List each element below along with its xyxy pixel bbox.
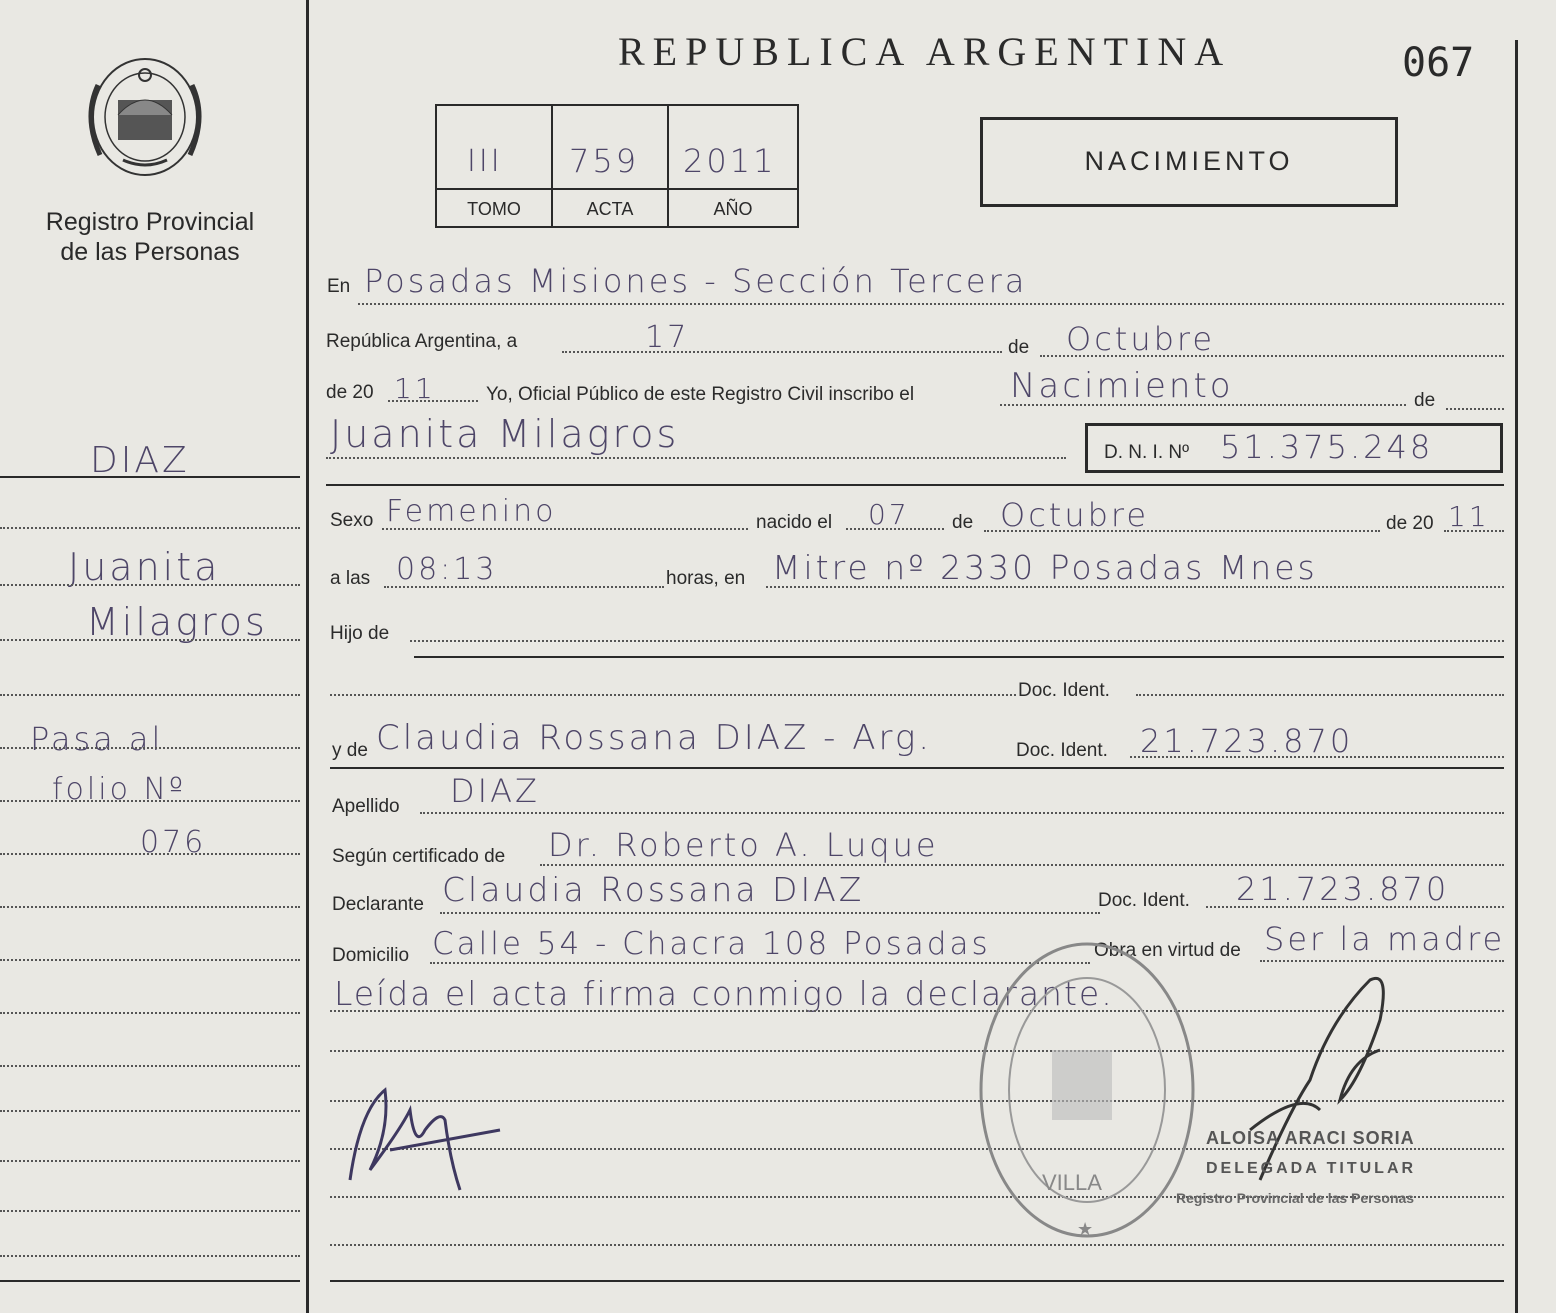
- mother-doc-value: 21.723.870: [1140, 722, 1354, 760]
- form-line: [846, 528, 944, 530]
- registry-name: [0, 207, 300, 267]
- sidebar-rule: [0, 584, 300, 586]
- anio-label: AÑO: [713, 199, 753, 219]
- mother-value: Claudia Rossana DIAZ - Arg.: [376, 718, 933, 758]
- acta-label: ACTA: [586, 199, 634, 219]
- doc-ident-label-2: Doc. Ident.: [1016, 740, 1108, 761]
- obra-label: Obra en virtud de: [1094, 940, 1241, 961]
- record-type-label: NACIMIENTO: [1084, 146, 1294, 176]
- dni-box: [1085, 423, 1503, 473]
- form-line: [410, 640, 1504, 642]
- form-rule: [330, 767, 1504, 769]
- form-line: [1130, 756, 1504, 758]
- registry-line-2: de las Personas: [60, 238, 240, 266]
- republica-label: República Argentina, a: [326, 331, 518, 352]
- svg-text:★: ★: [1077, 1219, 1094, 1239]
- form-line: [1000, 404, 1406, 406]
- form-rule: [330, 1280, 1504, 1282]
- segun-label: Según certificado de: [332, 846, 506, 867]
- form-line: [326, 457, 1066, 459]
- sidebar-rule: [0, 1065, 300, 1067]
- sidebar-rule: [0, 1255, 300, 1257]
- birth-time-value: 08:13: [396, 552, 498, 587]
- form-line: [330, 694, 1016, 696]
- person-name-value: Juanita Milagros: [330, 412, 680, 456]
- closing-note: Leída el acta firma conmigo la declarante.: [334, 974, 1114, 1013]
- doctor-value: Dr. Roberto A. Luque: [548, 826, 939, 864]
- sidebar-rule: [0, 639, 300, 641]
- form-rule: [326, 484, 1504, 486]
- de20-label: de 20: [326, 382, 374, 403]
- act-kind-value: Nacimiento: [1010, 366, 1234, 406]
- reason-value: Ser la madre: [1264, 920, 1506, 958]
- sidebar-rule: [0, 853, 300, 855]
- form-line: [1206, 906, 1504, 908]
- hijo-label: Hijo de: [330, 623, 390, 644]
- nacido-label: nacido el: [756, 512, 833, 533]
- form-line: [1040, 355, 1504, 357]
- de-label-2: de: [1414, 390, 1436, 411]
- anio-cell: [667, 104, 799, 228]
- form-line: [1446, 408, 1504, 410]
- day-value: 17: [645, 320, 690, 355]
- sidebar-surname: DIAZ: [90, 440, 190, 481]
- table-label-rule: [435, 188, 799, 190]
- place-value: Posadas Misiones - Sección Tercera: [364, 262, 1028, 300]
- sidebar-rule: [0, 906, 300, 908]
- de2011-label: de 20: [1386, 513, 1434, 534]
- form-line: [540, 864, 1504, 866]
- sidebar-rule: [0, 1210, 300, 1212]
- form-line: [358, 303, 1504, 305]
- sidebar-rule: [0, 747, 300, 749]
- yde-label: y de: [332, 740, 368, 761]
- sidebar-note-2: folio Nº: [52, 772, 187, 807]
- yo-label: Yo, Oficial Público de este Registro Civil inscribo el: [486, 384, 915, 405]
- form-line: [330, 1244, 1504, 1246]
- de-label-3: de: [952, 512, 974, 533]
- form-line: [440, 912, 1100, 914]
- sidebar-rule: [0, 527, 300, 529]
- alas-label: a las: [330, 568, 371, 589]
- svg-text:VILLA: VILLA: [1042, 1170, 1102, 1195]
- official-role: DELEGADA TITULAR: [1206, 1160, 1417, 1177]
- tomo-label: TOMO: [467, 199, 521, 219]
- form-line: [562, 351, 1002, 353]
- sidebar-rule: [0, 1012, 300, 1014]
- form-line: [1136, 694, 1504, 696]
- declarante-label: Declarante: [332, 894, 424, 915]
- sidebar-rule: [0, 1160, 300, 1162]
- de-label: de: [1008, 337, 1030, 358]
- official-signature: [1230, 960, 1420, 1190]
- tomo-value: III: [467, 144, 503, 179]
- record-type-box: [980, 117, 1398, 207]
- anio-value: 2011: [683, 142, 777, 180]
- country-title: REPUBLICA ARGENTINA: [618, 29, 1232, 74]
- surname-value: DIAZ: [450, 772, 540, 810]
- horas-label: horas, en: [666, 568, 746, 589]
- form-line: [1444, 530, 1504, 532]
- record-table: [435, 104, 799, 228]
- dni-label: D. N. I. Nº: [1104, 442, 1190, 463]
- sidebar-rule: [0, 1110, 300, 1112]
- provincial-seal-logo: [78, 45, 213, 185]
- acta-cell: [551, 104, 669, 228]
- sexo-label: Sexo: [330, 510, 374, 531]
- sidebar-rule: [0, 476, 300, 478]
- en-label: En: [327, 276, 351, 297]
- birth-day-value: 07: [868, 498, 910, 531]
- birth-year-suffix: 11: [1448, 500, 1490, 533]
- declarant-signature: [330, 1070, 510, 1200]
- doc-ident-label-1: Doc. Ident.: [1018, 680, 1110, 701]
- folio-number: 067: [1402, 40, 1475, 86]
- sidebar-given-name-2: Milagros: [86, 600, 268, 644]
- address-value: Calle 54 - Chacra 108 Posadas: [432, 926, 991, 962]
- sidebar-note-3: 076: [140, 825, 207, 860]
- sidebar-note-1: Pasa al: [30, 720, 164, 758]
- declarant-value: Claudia Rossana DIAZ: [442, 870, 865, 909]
- birth-place-value: Mitre nº 2330 Posadas Mnes: [772, 548, 1318, 587]
- official-office: Registro Provincial de las Personas: [1176, 1190, 1415, 1206]
- form-line: [766, 586, 1504, 588]
- dni-value: 51.375.248: [1220, 428, 1434, 466]
- doc-ident-label-3: Doc. Ident.: [1098, 890, 1190, 911]
- form-line: [388, 400, 478, 402]
- year-suffix: 11: [394, 372, 436, 405]
- domicilio-label: Domicilio: [332, 945, 410, 966]
- form-line: [384, 586, 664, 588]
- month-value: Octubre: [1066, 320, 1216, 358]
- sidebar-given-name-1: Juanita: [68, 545, 221, 589]
- form-line: [984, 530, 1380, 532]
- declarant-doc-value: 21.723.870: [1236, 870, 1450, 908]
- form-rule: [414, 656, 1504, 658]
- sidebar-rule: [0, 800, 300, 802]
- sidebar-rule: [0, 694, 300, 696]
- acta-value: 759: [569, 142, 640, 180]
- apellido-label: Apellido: [332, 796, 400, 817]
- round-official-seal: [972, 940, 1202, 1250]
- form-line: [420, 812, 1504, 814]
- registry-line-1: Registro Provincial: [45, 208, 255, 236]
- sidebar-rule: [0, 959, 300, 961]
- sidebar-divider: [306, 0, 309, 1313]
- form-line: [382, 528, 748, 530]
- sex-value: Femenino: [386, 494, 557, 529]
- birth-month-value: Octubre: [1000, 496, 1150, 534]
- tomo-cell: [435, 104, 553, 228]
- sidebar-rule: [0, 1280, 300, 1282]
- official-name: ALOISA ARACI SORIA: [1206, 1128, 1415, 1148]
- page-right-border: [1515, 40, 1518, 1313]
